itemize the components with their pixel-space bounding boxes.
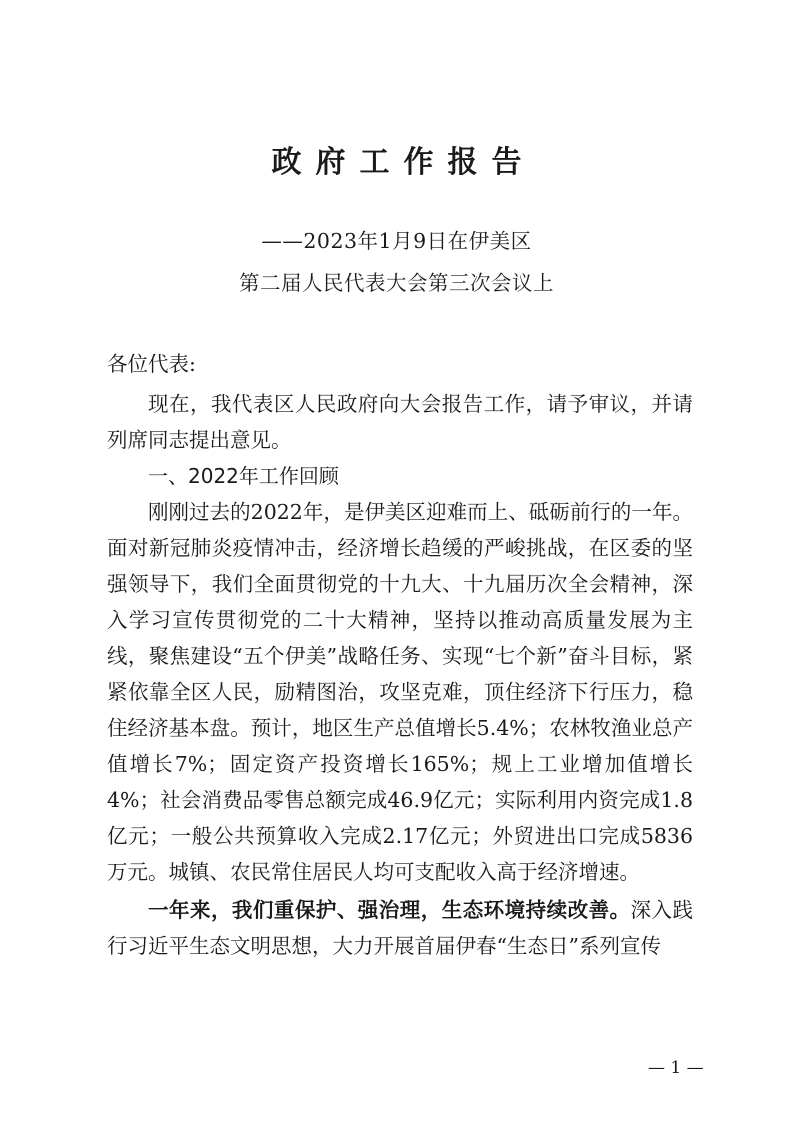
- ecology-paragraph-lead: 一年来，我们重保护、强治理，生态环境持续改善。: [148, 898, 631, 922]
- page-number: — 1 —: [648, 1058, 704, 1078]
- section-heading: 一、2022年工作回顾: [148, 464, 339, 488]
- ecology-paragraph: [107, 892, 693, 964]
- subtitle-meeting-line: 第二届人民代表大会第三次会议上: [239, 271, 554, 295]
- subtitle-date-line: ——2023年1月9日在伊美区: [261, 229, 532, 253]
- intro-paragraph: 现在，我代表区人民政府向大会报告工作，请予审议，并请列席同志提出意见。: [107, 392, 693, 452]
- review-paragraph: 刚刚过去的2022年，是伊美区迎难而上、砥砺前行的一年。面对新冠肺炎疫情冲击，经济增长趋缓的严峻挑战，在区委的坚强领导下，我们全面贯彻党的十九大、十九届历次全会精神，深入学习宣传贯彻党的二十大精神，坚持以推动高质量发展为主线，聚焦建设“五个伊美”战略任务、实现“七个新”奋斗目标，紧紧依靠全区人民，励精图治，攻坚克难，顶住经济下行压力，稳住经济基本盘。预计，地区生产总值增长5.4%；农林牧渔业总产值增长7%；固定资产投资增长165%；规上工业增加值增长4%；社会消费品零售总额完成46.9亿元；实际利用内资完成1.8亿元；一般公共预算收入完成2.17亿元；外贸进出口完成5836万元。城镇、农民常住居民人均可支配收入高于经济增速。: [107, 500, 693, 884]
- ecology-paragraph-text: 深入践行习近平生态文明思想，大力开展首届伊春“生态日”系列宣传: [107, 898, 694, 958]
- document-title: 政府工作报告: [271, 145, 536, 180]
- salutation: 各位代表:: [107, 352, 196, 376]
